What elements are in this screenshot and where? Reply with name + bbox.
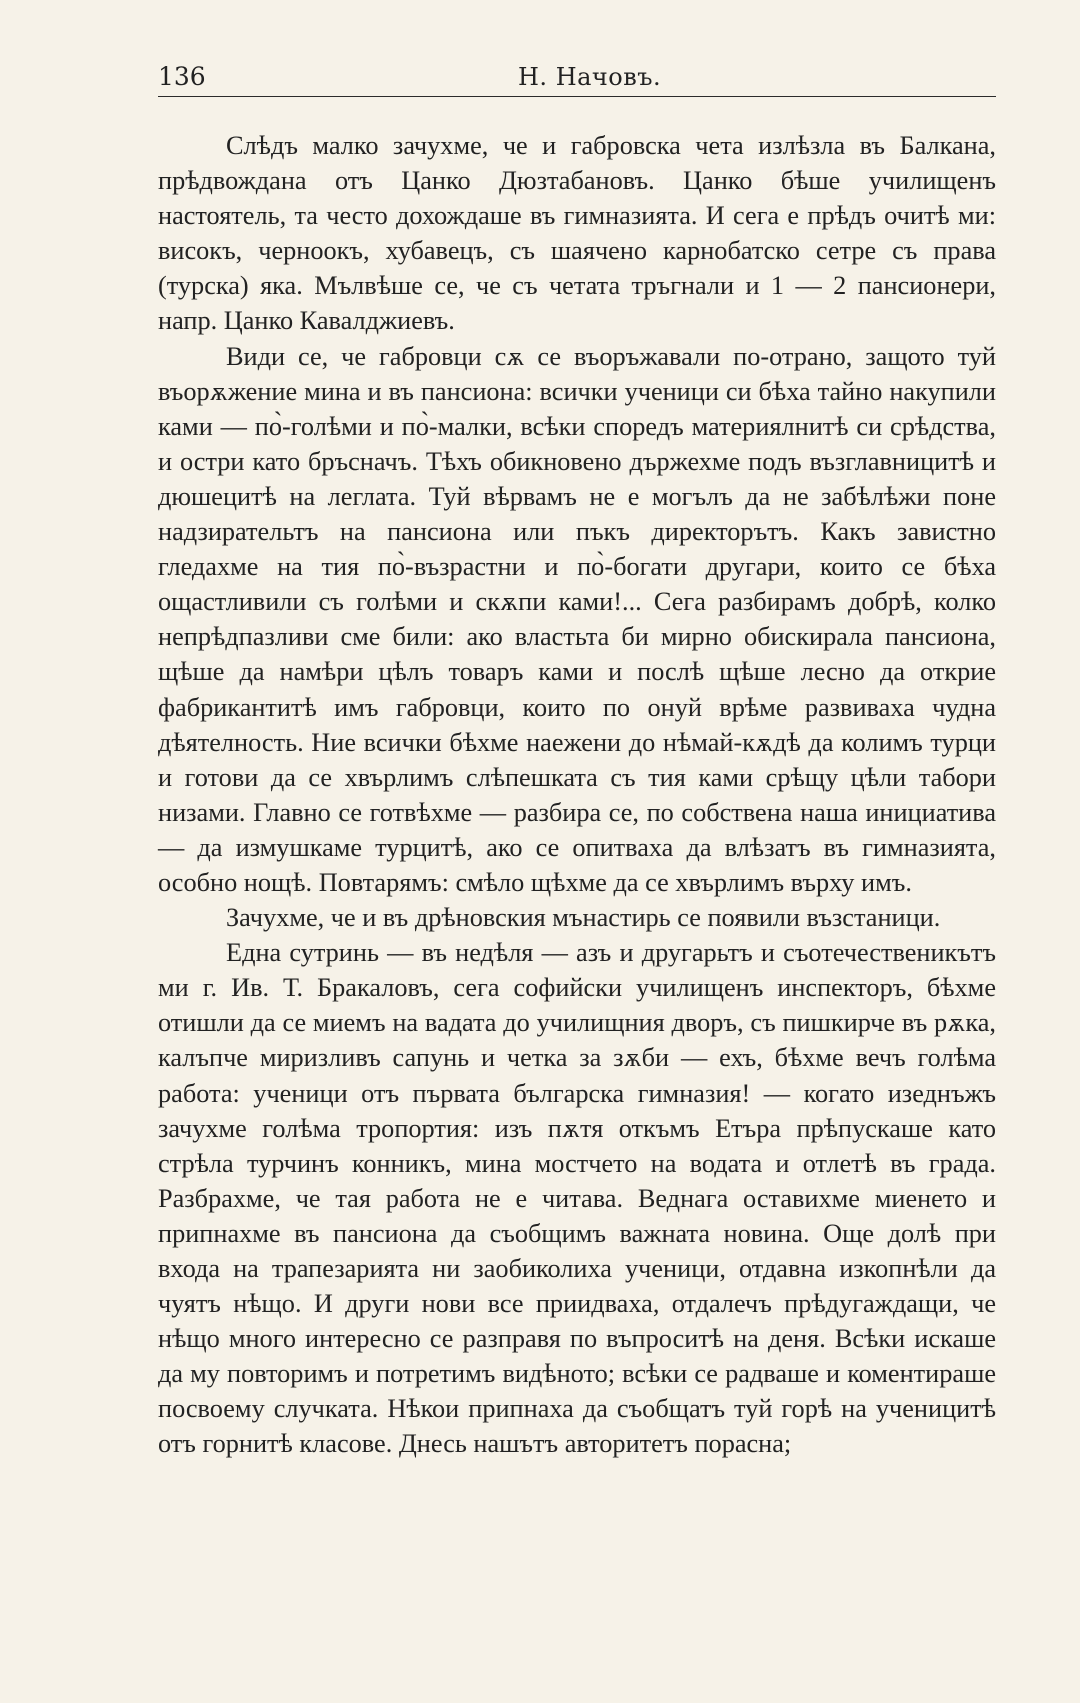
paragraph: Види се, че габровци сѫ се въоръжавали по-отрано, защото туй въорѫжение мина и въ пансиона: всички ученици си бѣха тайно накупили ками — по̀-голѣми и по̀-малки, всѣки споредъ материялнитѣ си срѣдства, и остри като бръсначъ. Тѣхъ обикновено държехме подъ възглавницитѣ и дюшецитѣ на леглата. Туй вѣрвамъ не е могълъ да не забѣлѣжи поне надзирательтъ на пансиона или пъкъ директорътъ. Какъ завистно гледахме на тия по̀-възрастни и по̀-богати другари, които се бѣха ощастливили съ голѣми и скѫпи ками!... Сега разбирамъ добрѣ, колко непрѣдпазливи сме били: ако властьта би мирно обискирала пансиона, щѣше да намѣри цѣлъ товаръ ками и послѣ щѣше лесно да открие фабрикантитѣ имъ габровци, които по онуй врѣме развиваха чудна дѣятелность. Ние всички бѣхме наежени до нѣмай-кѫдѣ да колимъ турци и готови да се хвърлимъ слѣпешката съ тия ками срѣщу цѣли табори низами. Главно се готвѣхме — разбира се, по собствена наша инициатива — да измушкаме турцитѣ, ако се опитваха да влѣзатъ въ гимназията, особно нощѣ. Повтарямъ: смѣло щѣхме да се хвърлимъ върху имъ. (158, 341, 996, 897)
paragraph: Слѣдъ малко зачухме, че и габровска чета излѣзла въ Балкана, прѣдвождана отъ Цанко Дюзтабановъ. Цанко бѣше училищенъ настоятель, та често дохождаше въ гимназията. И сега е прѣдъ очитѣ ми: високъ, черноокъ, хубавецъ, съ шаячено карнобатско сетре съ права (турска) яка. Мълвѣше се, че съ четата тръгнали и 1 — 2 пансионери, напр. Цанко Кавалджиевъ. (158, 131, 996, 336)
paragraph: Една сутринь — въ недѣля — азъ и другарьтъ и съотечественикътъ ми г. Ив. Т. Бракаловъ, сега софийски училищенъ инспекторъ, бѣхме отишли да се миемъ на вадата до училищния дворъ, съ пишкирче въ рѫка, калъпче миризливъ сапунь и четка за зѫби — ехъ, бѣхме вечъ голѣма работа: ученици отъ първата българска гимназия! — когато изеднъжъ зачухме голѣма тропортия: изъ пѫтя откъмъ Етъра прѣпускаше като стрѣла турчинъ конникъ, мина мостчето на водата и отлетѣ въ града. Разбрахме, че тая работа не е читава. Веднага оставихме миенето и припнахме въ пансиона да съобщимъ важната новина. Още долѣ при входа на трапезарията ни заобиколиха ученици, отдавна изкопнѣли да чуятъ нѣщо. И други нови все приидваха, отдалечъ прѣдугаждащи, че нѣщо много интересно се разправя по въпроситѣ на деня. Всѣки искаше да му повторимъ и потретимъ видѣното; всѣки се радваше и коментираше посвоему случката. Нѣкои припнаха да съобщатъ туй горѣ на ученицитѣ отъ горнитѣ класове. Днесь нашътъ авторитетъ порасна; (158, 938, 996, 1459)
header-rule (158, 96, 996, 97)
body-text (158, 128, 996, 1462)
paragraph: Зачухме, че и въ дрѣновския мънастирь се появили възстаници. (226, 903, 941, 933)
page-number: 136 (158, 62, 206, 91)
running-head: Н. Начовъ. (518, 63, 662, 91)
